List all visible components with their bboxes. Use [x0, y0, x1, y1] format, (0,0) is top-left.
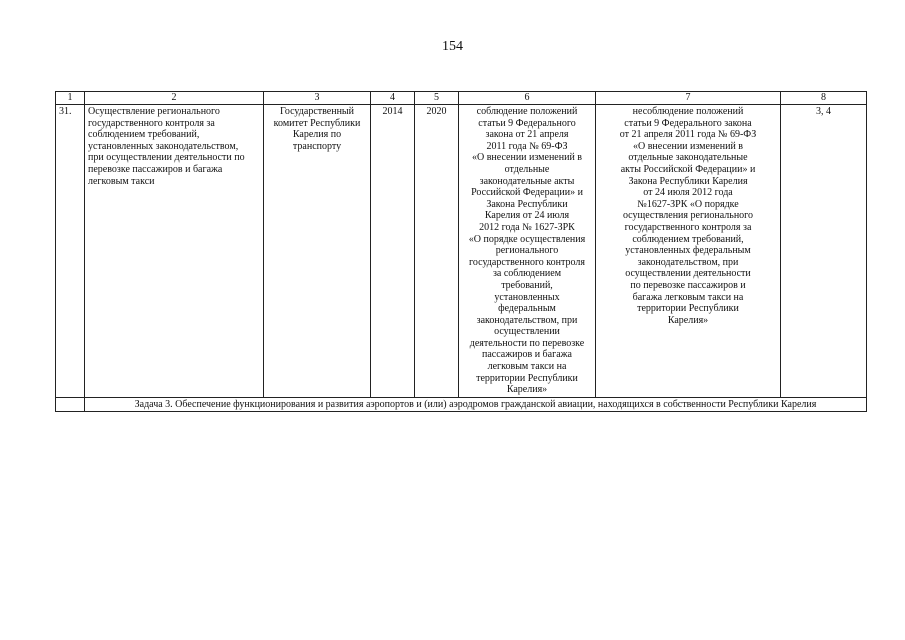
column-header: 1	[56, 92, 85, 105]
column-header: 3	[264, 92, 371, 105]
activity-cell: Осуществление регионального государственного контроля за соблюдением требований, установленных законодательством, при осуществлении деятельности по перевозке пассажиров и багажа легковым такси	[85, 105, 264, 398]
column-header: 2	[85, 92, 264, 105]
row-number-cell: 31.	[56, 105, 85, 398]
task-row	[56, 397, 867, 412]
program-table	[55, 91, 867, 412]
end-year-cell: 2020	[415, 105, 459, 398]
page-number: 154	[442, 39, 463, 54]
column-header: 4	[371, 92, 415, 105]
expected-result-cell: соблюдение положений статьи 9 Федерального закона от 21 апреля 2011 года № 69-ФЗ «О внесении изменений в отдельные законодательные акты Российской Федерации» и Закона Республики Карелия от 24 июля 2012 года № 1627-ЗРК «О порядке осуществления регионального государственного контроля за соблюдением требований, установленных федеральным законодательством, при осуществлении деятельности по перевозке пассажиров и багажа легковым такси на территории Республики Карелия»	[459, 105, 596, 398]
column-header: 6	[459, 92, 596, 105]
executor-cell: Государственный комитет Республики Карелия по транспорту	[264, 105, 371, 398]
task-row-number-cell	[56, 397, 85, 412]
table-header-row	[56, 92, 867, 105]
indicators-cell: 3, 4	[781, 105, 867, 398]
start-year-cell: 2014	[371, 105, 415, 398]
task-title-cell: Задача 3. Обеспечение функционирования и развития аэропортов и (или) аэродромов гражданской авиации, находящихся в собственности Республики Карелия	[85, 397, 867, 412]
table-row	[56, 105, 867, 398]
column-header: 5	[415, 92, 459, 105]
consequences-cell: несоблюдение положений статьи 9 Федерального закона от 21 апреля 2011 года № 69-ФЗ «О внесении изменений в отдельные законодательные акты Российской Федерации» и Закона Республики Карелия от 24 июля 2012 года №1627-ЗРК «О порядке осуществления регионального государственного контроля за соблюдением требований, установленных федеральным законодательством, при осуществлении деятельности по перевозке пассажиров и багажа легковым такси на территории Республики Карелия»	[596, 105, 781, 398]
column-header: 7	[596, 92, 781, 105]
column-header: 8	[781, 92, 867, 105]
